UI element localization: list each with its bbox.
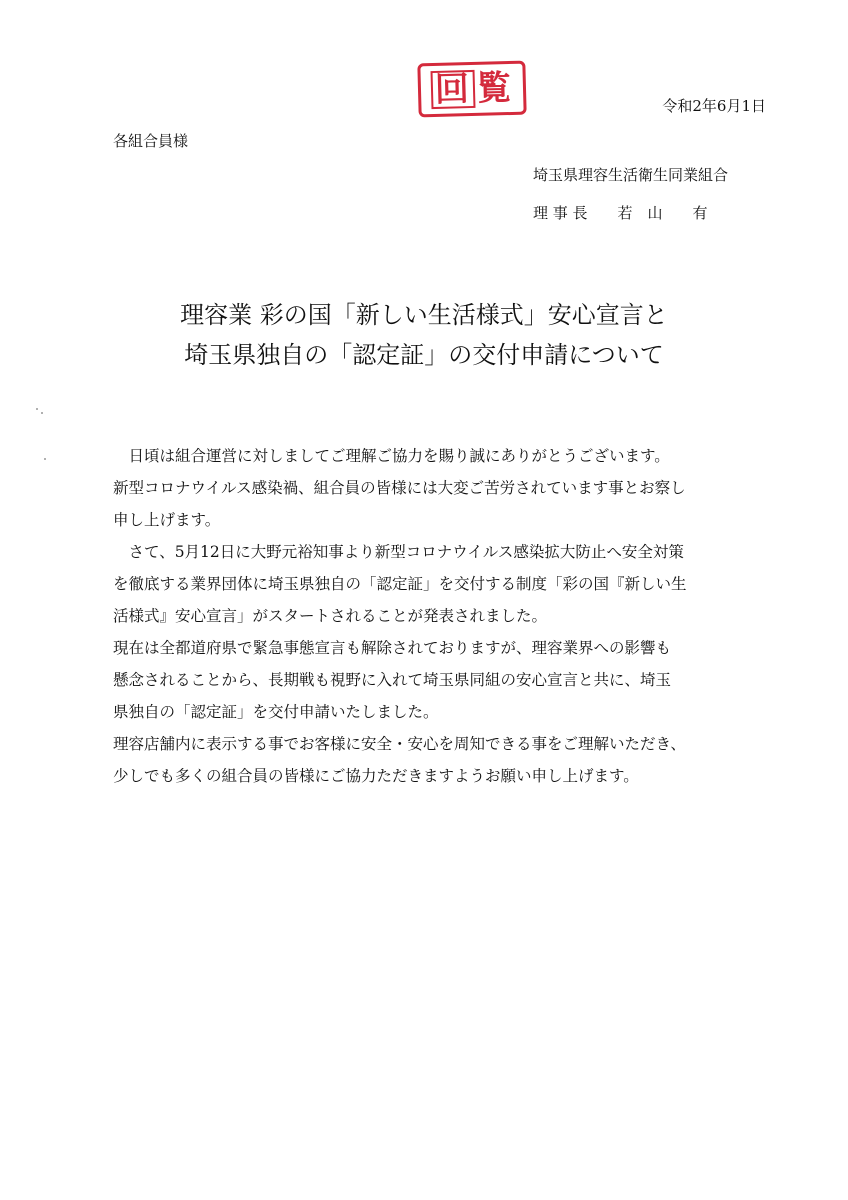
- scan-speck: [41, 412, 43, 414]
- body-line: 少しでも多くの組合員の皆様にご協力ただきますようお願い申し上げます。: [113, 767, 639, 785]
- body-line: 日頃は組合運営に対しましてご理解ご協力を賜り誠にありがとうございます。: [113, 447, 670, 465]
- body-line: 現在は全都道府県で緊急事態宣言も解除されておりますが、理容業界への影響も: [113, 639, 672, 657]
- recipient: 各組合員様: [113, 132, 189, 150]
- document-title-line-1: 理容業 彩の国「新しい生活様式」安心宣言と: [180, 301, 668, 329]
- sender-organization: 埼玉県理容生活衛生同業組合: [533, 166, 729, 184]
- document-title-line-2: 埼玉県独自の「認定証」の交付申請について: [184, 341, 664, 369]
- body-line: 活様式』安心宣言」がスタートされることが発表されました。: [113, 607, 548, 625]
- kairan-stamp: [417, 61, 526, 118]
- stamp-char-1: 回: [431, 70, 476, 109]
- body-line: を徹底する業界団体に埼玉県独自の「認定証」を交付する制度「彩の国『新しい生: [113, 575, 687, 593]
- scan-speck: [44, 458, 46, 460]
- document-date: 令和2年6月1日: [662, 97, 766, 115]
- stamp-char-2: 覧: [476, 67, 514, 109]
- body-line: 申し上げます。: [113, 511, 221, 529]
- body-line: 県独自の「認定証」を交付申請いたしました。: [113, 703, 439, 721]
- scan-speck: [36, 408, 38, 410]
- document-body: [113, 440, 763, 792]
- body-line: さて、5月12日に大野元裕知事より新型コロナウイルス感染拡大防止へ安全対策: [113, 543, 684, 561]
- body-line: 理容店舗内に表示する事でお客様に安全・安心を周知できる事をご理解いただき、: [113, 735, 686, 753]
- sender-chairman: 理 事 長 若 山 有: [533, 204, 708, 222]
- body-line: 懸念されることから、長期戦も視野に入れて埼玉県同組の安心宣言と共に、埼玉: [113, 671, 672, 689]
- body-line: 新型コロナウイルス感染禍、組合員の皆様には大変ご苦労されています事とお察し: [113, 479, 686, 497]
